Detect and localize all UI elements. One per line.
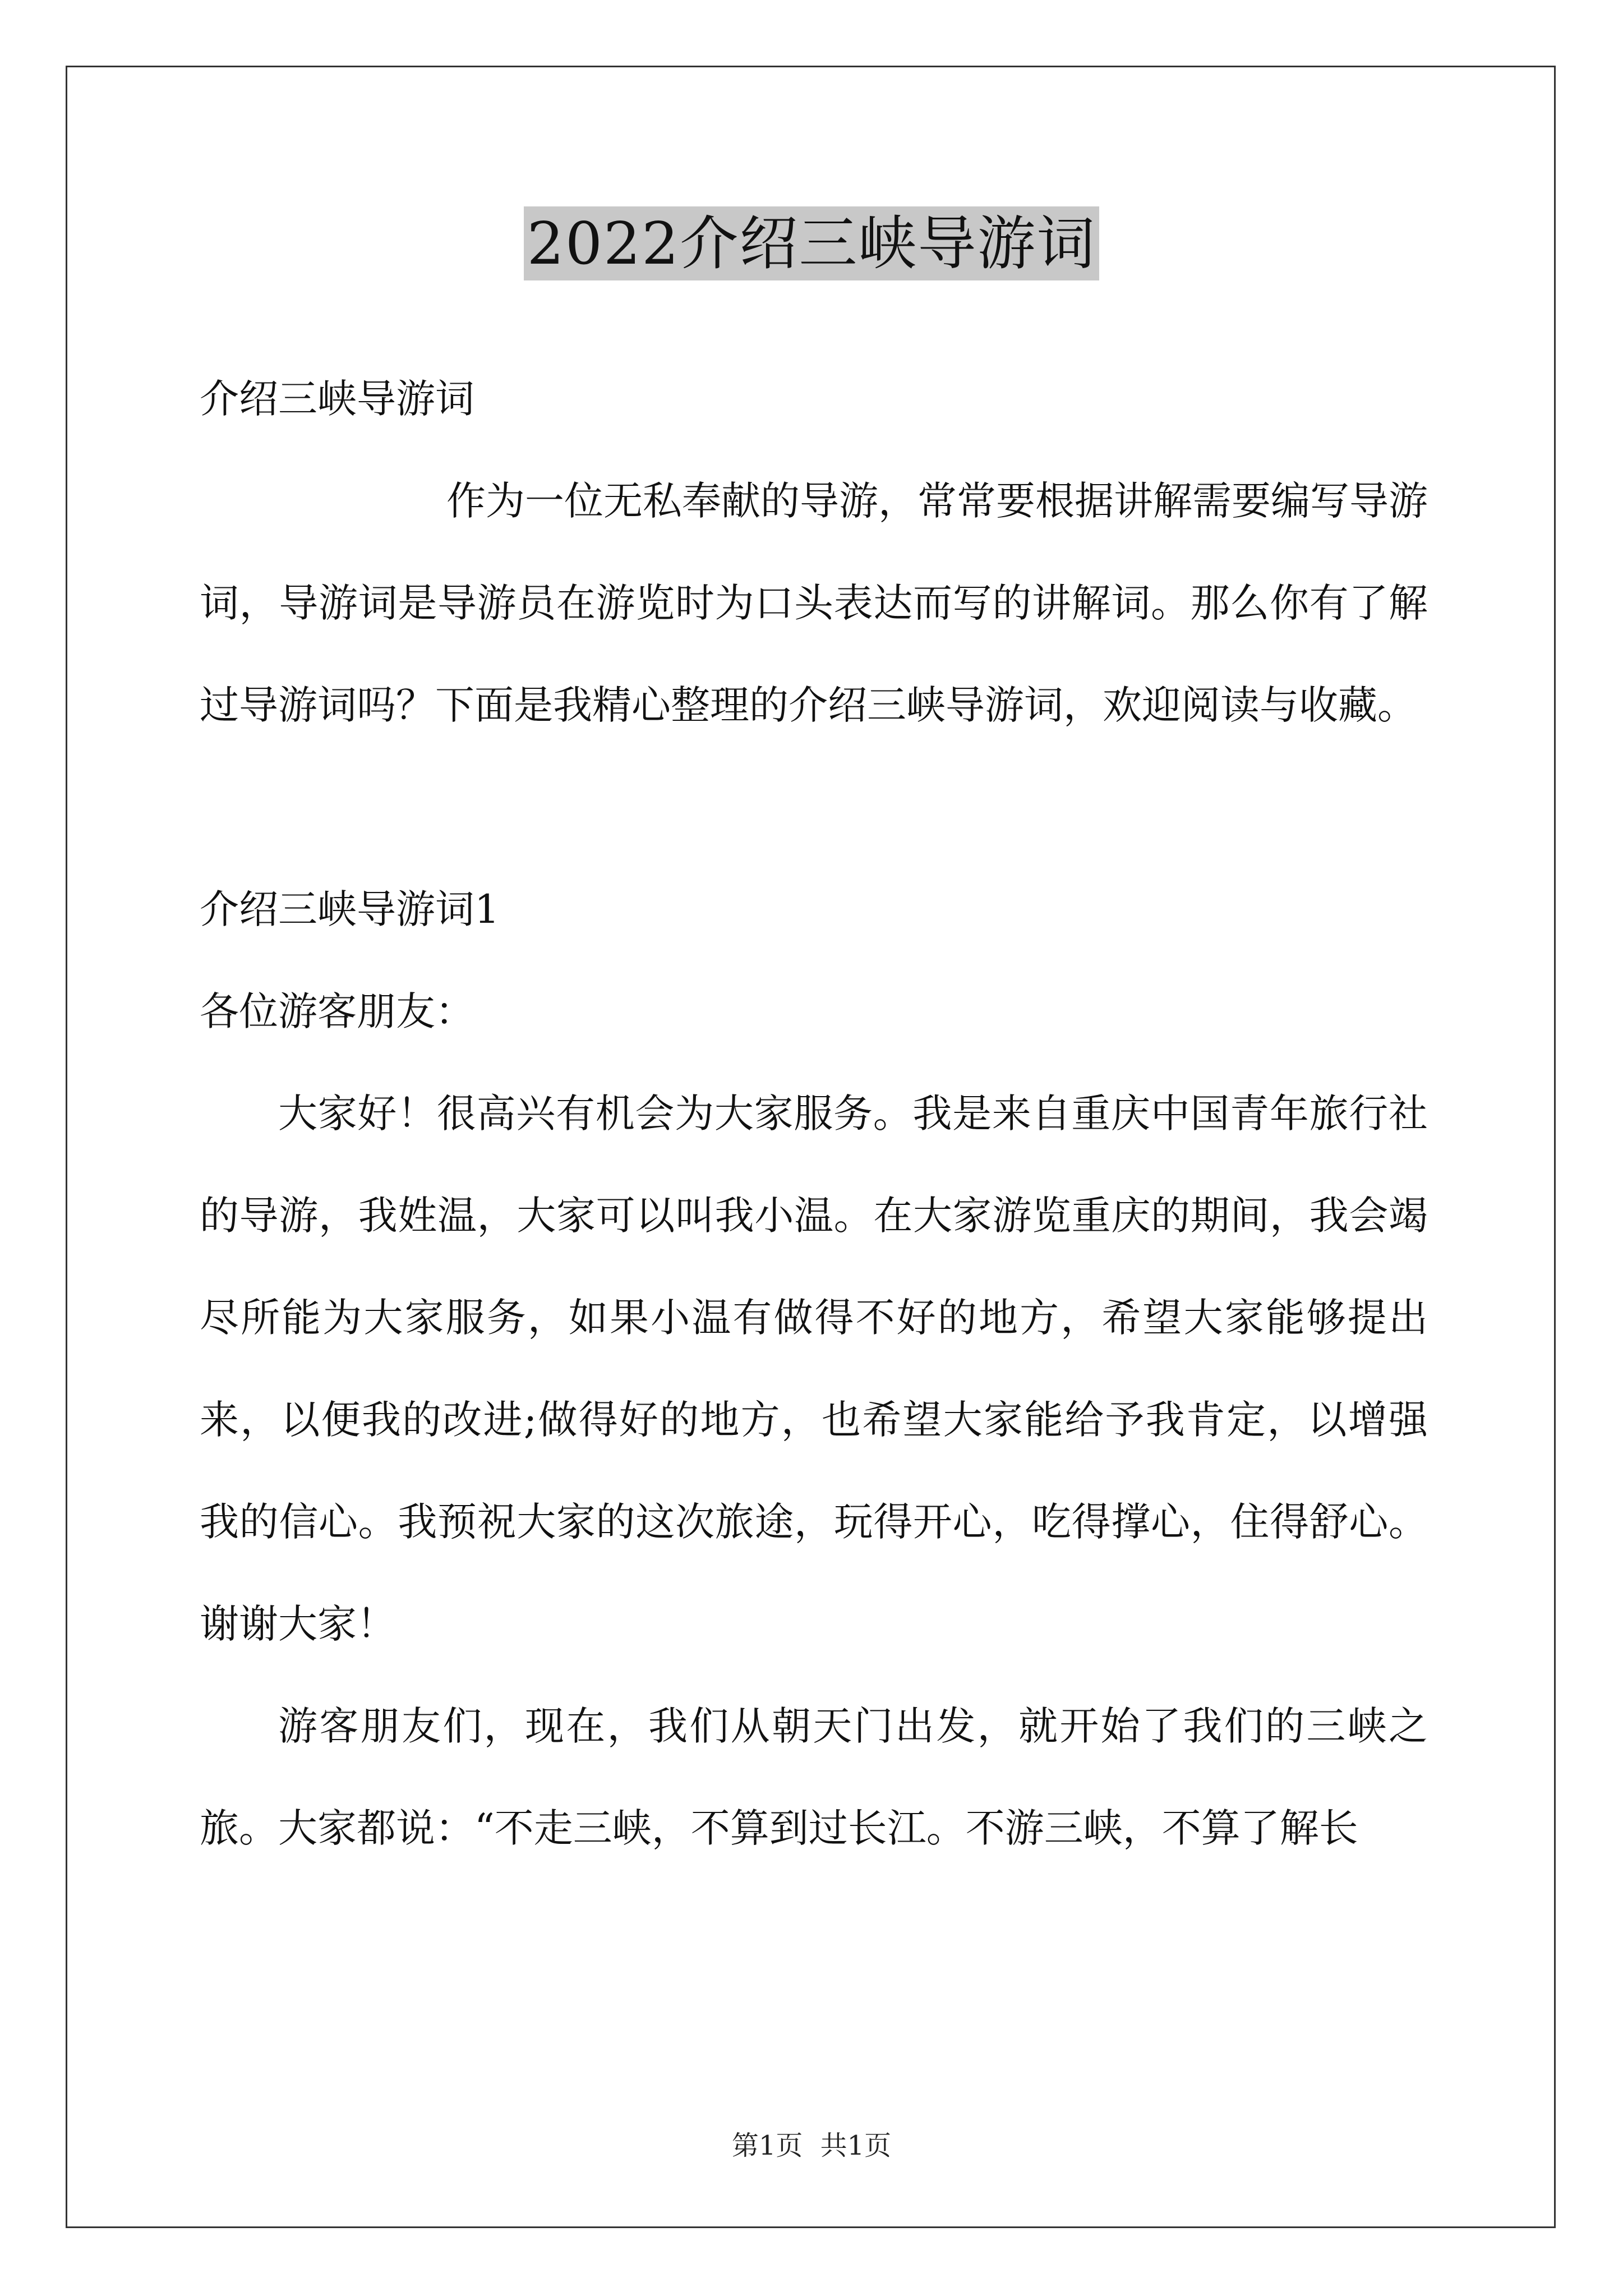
- intro-paragraph: 作为一位无私奉献的导游，常常要根据讲解需要编写导游词，导游词是导游员在游览时为口头表达而写的讲解词。那么你有了解过导游词吗？下面是我精心整理的介绍三峡导游词，欢迎阅读与收藏。: [200, 478, 1428, 728]
- page-footer: [0, 2129, 1623, 2162]
- section-heading: 介绍三峡导游词1: [200, 886, 500, 932]
- body-paragraph-1: 大家好！很高兴有机会为大家服务。我是来自重庆中国青年旅行社的导游，我姓温，大家可以叫我小温。在大家游览重庆的期间，我会竭尽所能为大家服务，如果小温有做得不好的地方，希望大家能够提出来，以便我的改进;做得好的地方，也希望大家能给予我肯定，以增强我的信心。我预祝大家的这次旅途，玩得开心，吃得撑心，住得舒心。谢谢大家！: [200, 1091, 1428, 1647]
- document-body: [200, 348, 1428, 1879]
- document-title: 2022介绍三峡导游词: [524, 206, 1100, 280]
- page-number: 第1页: [731, 2130, 803, 2161]
- page-total: 共1页: [820, 2130, 892, 2161]
- document-subtitle: 介绍三峡导游词: [200, 376, 474, 422]
- body-paragraph-2: 游客朋友们，现在，我们从朝天门出发，就开始了我们的三峡之旅。大家都说：“不走三峡，不算到过长江。不游三峡，不算了解长: [200, 1703, 1428, 1851]
- title-container: [0, 206, 1623, 280]
- greeting-line: 各位游客朋友：: [200, 988, 474, 1034]
